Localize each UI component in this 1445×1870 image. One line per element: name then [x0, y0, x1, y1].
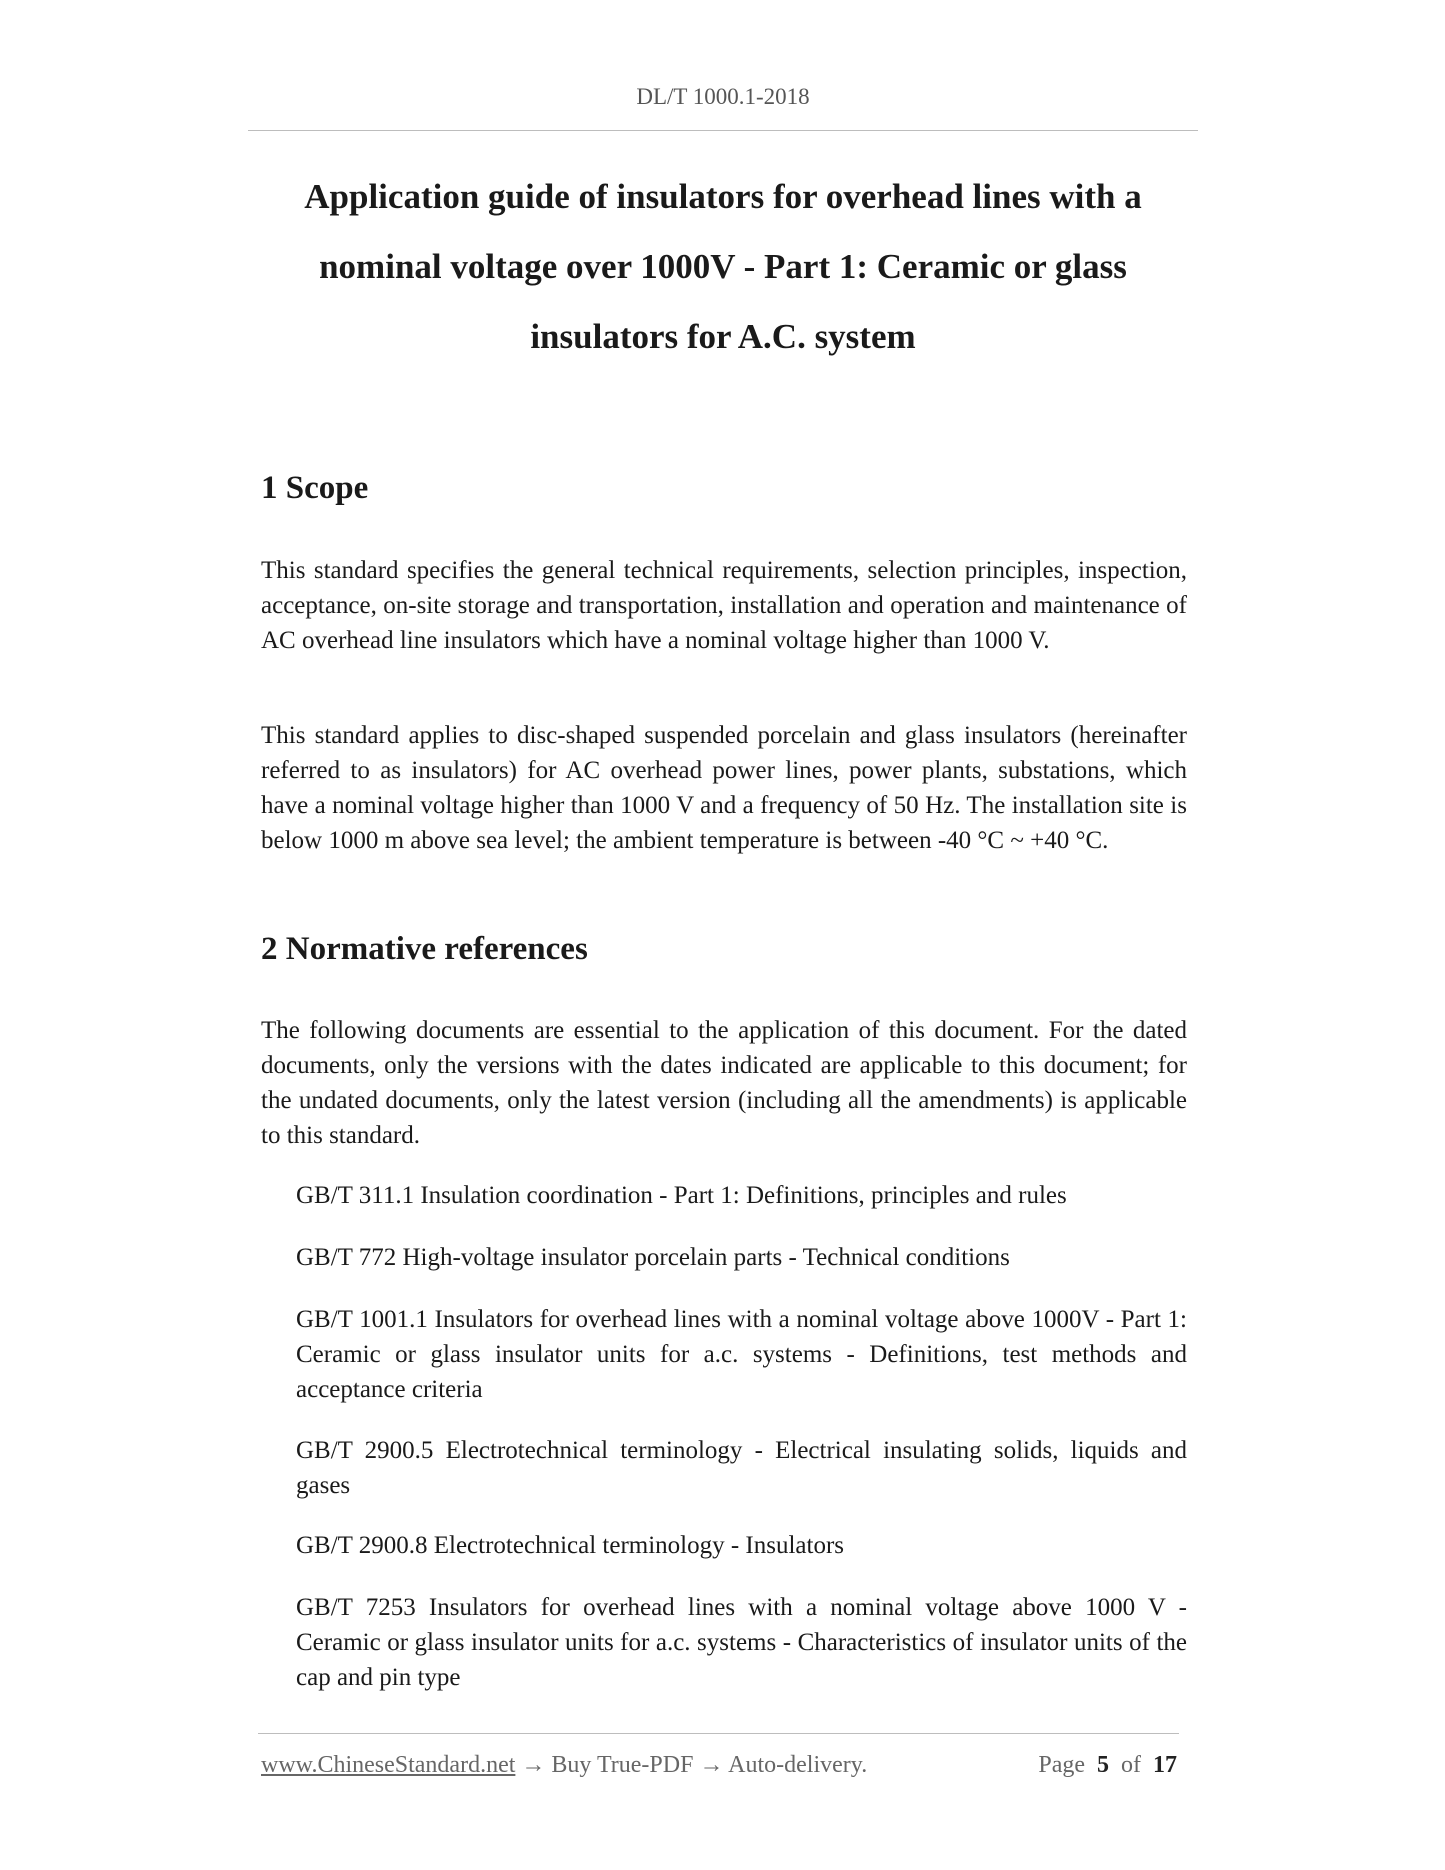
scope-paragraph-1-wrap [261, 553, 1187, 658]
of-label: of [1121, 1752, 1141, 1778]
title-line-1: Application guide of insulators for overhead lines with a [304, 177, 1142, 216]
page-number [1038, 1752, 1177, 1779]
reference-item: GB/T 7253 Insulators for overhead lines with a nominal voltage above 1000 V - Ceramic or glass insulator units for a.c. systems - Characteristics of insulator units of the cap and pin type [296, 1594, 1187, 1691]
scope-paragraph-1: This standard specifies the general technical requirements, selection principles, inspection, acceptance, on-site storage and transportation, installation and operation and maintenance of AC overhead line insulators which have a nominal voltage higher than 1000 V. [261, 557, 1187, 654]
page-total: 17 [1153, 1752, 1177, 1778]
section-heading-scope: 1 Scope [261, 470, 369, 506]
section-scope-heading-wrap [261, 470, 1187, 507]
reference-item: GB/T 772 High-voltage insulator porcelain parts - Technical conditions [296, 1244, 1010, 1271]
website-link[interactable]: www.ChineseStandard.net [261, 1752, 516, 1778]
page-label: Page [1038, 1752, 1085, 1778]
reference-item: GB/T 2900.5 Electrotechnical terminology - Electrical insulating solids, liquids and gases [296, 1437, 1187, 1499]
running-header: DL/T 1000.1-2018 [636, 84, 810, 109]
normative-intro-paragraph: The following documents are essential to the application of this document. For the dated documents, only the versions with the dates indicated are applicable to this document; for the undated documents, only the latest version (including all the amendments) is applicable to this standard. [261, 1017, 1187, 1149]
reference-item: GB/T 1001.1 Insulators for overhead lines with a nominal voltage above 1000V - Part 1: Ceramic or glass insulator units for a.c. systems - Definitions, test methods and acceptance criteria [296, 1306, 1187, 1403]
scope-paragraph-2: This standard applies to disc-shaped suspended porcelain and glass insulators (hereinafter referred to as insulators) for AC overhead power lines, power plants, substations, which have a nominal voltage higher than 1000 V and a frequency of 50 Hz. The installation site is below 1000 m above sea level; the ambient temperature is between -40 °C ~ +40 °C. [261, 722, 1187, 854]
buy-pdf-text: Buy True-PDF [551, 1752, 694, 1778]
section-normative-heading-wrap [261, 931, 1187, 968]
arrow-right-icon: → [521, 1752, 546, 1778]
section-heading-normative-references: 2 Normative references [261, 931, 588, 967]
normative-intro-wrap [261, 1013, 1187, 1153]
reference-item: GB/T 311.1 Insulation coordination - Part 1: Definitions, principles and rules [296, 1182, 1067, 1209]
reference-item: GB/T 2900.8 Electrotechnical terminology - Insulators [296, 1532, 845, 1559]
footer-promo [261, 1752, 867, 1779]
header-divider [248, 130, 1198, 131]
arrow-right-icon: → [699, 1752, 724, 1778]
document-title [248, 162, 1198, 372]
auto-delivery-text: Auto-delivery. [728, 1752, 868, 1778]
page-current: 5 [1097, 1752, 1109, 1778]
title-line-3: insulators for A.C. system [530, 317, 916, 356]
title-line-2: nominal voltage over 1000V - Part 1: Ceramic or glass [319, 247, 1127, 286]
scope-paragraph-2-wrap [261, 718, 1187, 858]
footer-divider [258, 1733, 1179, 1734]
